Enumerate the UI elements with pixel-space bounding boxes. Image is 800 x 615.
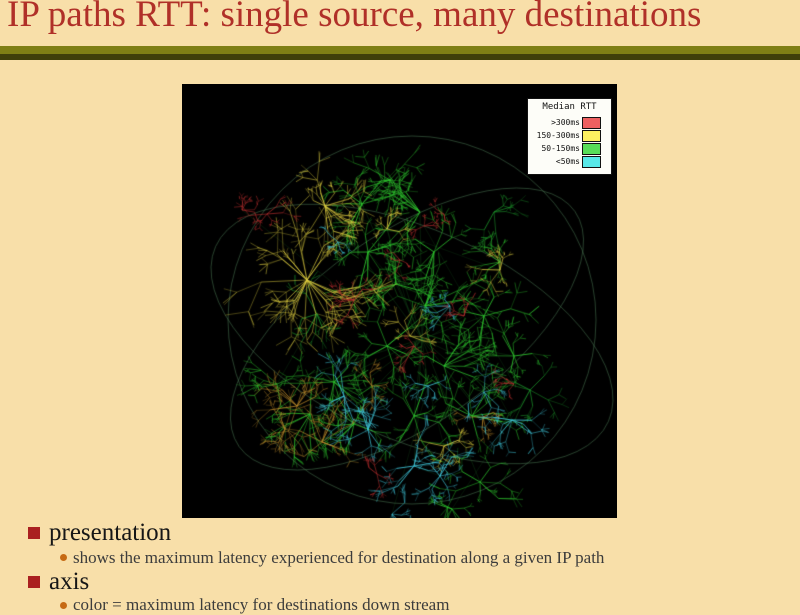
- legend-row: [537, 129, 601, 142]
- legend-swatch-3: [582, 156, 601, 168]
- bullet-subitem-presentation: [28, 547, 788, 568]
- legend-label: >300ms: [551, 118, 580, 127]
- legend-swatch-2: [582, 143, 601, 155]
- legend-label: 50-150ms: [541, 144, 580, 153]
- rtt-legend: [527, 98, 612, 175]
- legend-row: [537, 155, 601, 168]
- dot-bullet-icon: [60, 554, 67, 561]
- title-rule-bottom: [0, 54, 800, 60]
- dot-bullet-icon: [60, 602, 67, 609]
- legend-label: <50ms: [555, 157, 580, 166]
- legend-swatch-1: [582, 130, 601, 142]
- bullet-subitem-axis-cutoff: [28, 595, 788, 615]
- slide-title: IP paths RTT: single source, many destinations: [7, 0, 702, 35]
- legend-row: [537, 142, 601, 155]
- legend-rows: [537, 116, 601, 168]
- network-figure: [182, 84, 617, 518]
- bullet-label: presentation: [49, 519, 172, 546]
- bullet-item-axis: [28, 568, 788, 595]
- bullet-label: axis: [49, 568, 90, 595]
- legend-title: Median RTT: [542, 102, 597, 112]
- square-bullet-icon: [28, 576, 40, 588]
- square-bullet-icon: [28, 527, 40, 539]
- bullet-item-presentation: [28, 519, 788, 547]
- title-rule-top: [0, 46, 800, 54]
- bullet-sublabel: color = maximum latency for destinations down stream: [73, 595, 450, 614]
- legend-label: 150-300ms: [536, 131, 580, 140]
- legend-swatch-0: [582, 117, 601, 129]
- bullet-list: [28, 519, 788, 615]
- bullet-sublabel: shows the maximum latency experienced for destination along a given IP path: [73, 548, 605, 567]
- legend-row: [537, 116, 601, 129]
